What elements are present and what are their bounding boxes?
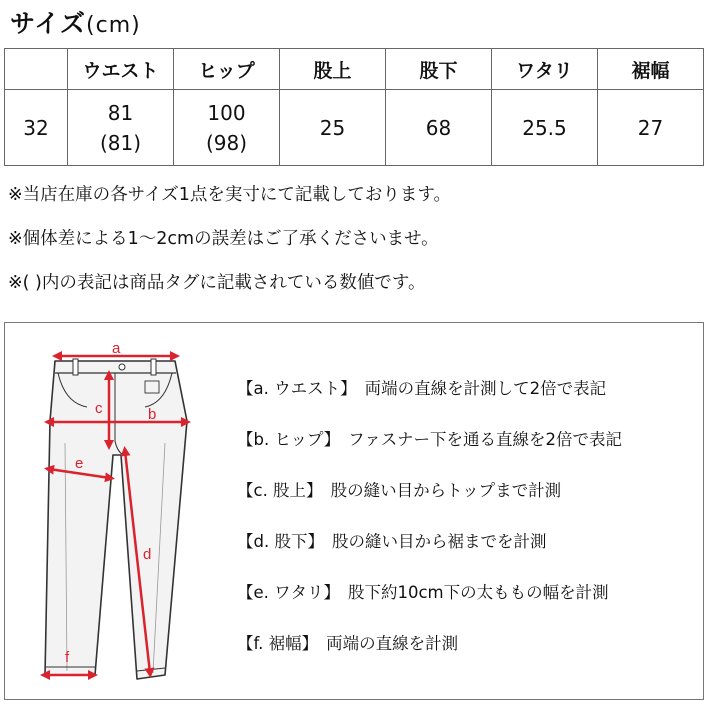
measurement-desc: 股の縫い目からトップまで計測 <box>330 481 562 500</box>
cell-inseam: 68 <box>386 90 492 166</box>
cell-hip <box>174 90 280 166</box>
note-3: ※( )内の表記は商品タグに記載されている数値です。 <box>8 273 426 293</box>
list-item <box>237 630 622 681</box>
header-hem: 裾幅 <box>598 49 704 90</box>
measurement-guide-panel <box>4 322 704 700</box>
cell-waist-tag: (81) <box>99 130 142 155</box>
header-size <box>5 49 68 90</box>
cell-hem: 27 <box>598 90 704 166</box>
measurement-label: 【f. 裾幅】 <box>237 634 319 653</box>
measurement-desc: 股下約10cm下の太ももの幅を計測 <box>347 583 609 602</box>
cell-rise: 25 <box>280 90 386 166</box>
list-item <box>237 375 622 426</box>
letter-b: b <box>148 406 157 423</box>
list-item <box>237 426 622 477</box>
cell-waist-value: 81 <box>107 100 134 125</box>
notes <box>8 173 451 305</box>
cell-thigh: 25.5 <box>492 90 598 166</box>
cell-hip-tag: (98) <box>205 130 248 155</box>
letter-f: f <box>65 649 70 666</box>
measurement-label: 【b. ヒップ】 <box>237 430 341 449</box>
note-2: ※個体差による1〜2cmの誤差はご了承くださいませ。 <box>8 229 439 249</box>
letter-e: e <box>75 455 84 472</box>
header-waist: ウエスト <box>68 49 174 90</box>
measurement-label: 【c. 股上】 <box>237 481 323 500</box>
page-title <box>10 4 141 40</box>
cell-size: 32 <box>5 90 68 166</box>
size-table <box>4 48 704 166</box>
pants-diagram <box>5 323 235 699</box>
table-header-row <box>5 49 704 90</box>
header-hip: ヒップ <box>174 49 280 90</box>
measurement-desc: 両端の直線を計測 <box>326 634 459 653</box>
table-row <box>5 90 704 166</box>
header-inseam: 股下 <box>386 49 492 90</box>
measurement-desc: 両端の直線を計測して2倍で表記 <box>364 379 607 398</box>
header-rise: 股上 <box>280 49 386 90</box>
letter-d: d <box>143 546 152 563</box>
list-item <box>237 477 622 528</box>
cell-waist <box>68 90 174 166</box>
letter-c: c <box>95 400 103 417</box>
letter-a: a <box>112 340 121 357</box>
cell-hip-value: 100 <box>207 100 246 125</box>
measurement-label: 【a. ウエスト】 <box>237 379 357 398</box>
measurement-desc: 股の縫い目から裾までを計測 <box>331 532 547 551</box>
list-item <box>237 579 622 630</box>
measurement-label: 【e. ワタリ】 <box>237 583 340 602</box>
title-text: サイズ <box>10 9 87 38</box>
note-1: ※当店在庫の各サイズ1点を実寸にて記載しております。 <box>8 185 451 205</box>
list-item <box>237 528 622 579</box>
header-thigh: ワタリ <box>492 49 598 90</box>
measurement-list <box>237 375 622 681</box>
measurement-label: 【d. 股下】 <box>237 532 324 551</box>
title-unit: (cm) <box>86 13 141 38</box>
measurement-desc: ファスナー下を通る直線を2倍で表記 <box>348 430 622 449</box>
